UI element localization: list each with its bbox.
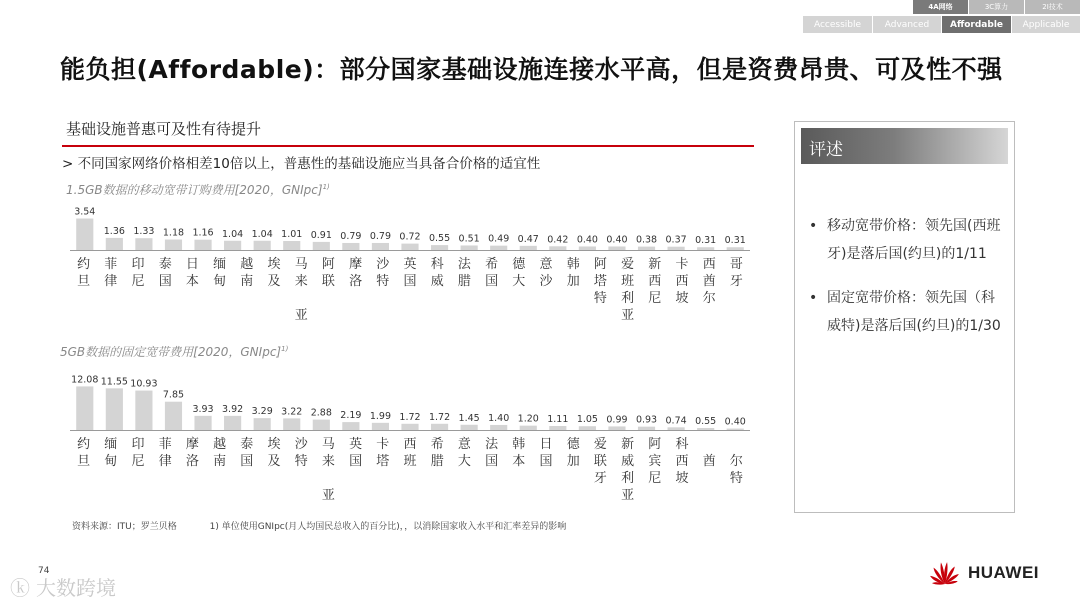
axis-category-label: 越南 bbox=[240, 257, 254, 289]
brand-name: HUAWEI bbox=[968, 563, 1039, 582]
axis-category-label: 爱联牙 bbox=[593, 437, 607, 486]
bar bbox=[608, 426, 625, 430]
nav-item-2i[interactable]: 2I技术 bbox=[1024, 0, 1080, 14]
bar-value-label: 0.40 bbox=[606, 234, 628, 246]
axis-category-label: 印尼 bbox=[131, 437, 145, 469]
brand-logo bbox=[928, 560, 1039, 586]
axis-category-label: 韩加 bbox=[566, 257, 580, 289]
axis-category-label: 意大 bbox=[457, 437, 471, 469]
bar bbox=[106, 388, 123, 430]
bar-value-label: 1.45 bbox=[458, 412, 480, 424]
bar bbox=[342, 243, 359, 250]
bar-value-label: 0.38 bbox=[635, 234, 658, 246]
axis-category-label: 摩洛 bbox=[349, 257, 363, 289]
source-text: 资料来源：ITU；罗兰贝格 bbox=[72, 522, 177, 532]
axis-category-label: 科西坡 bbox=[675, 437, 689, 486]
bar bbox=[461, 245, 478, 250]
axis-category-label: 菲律 bbox=[158, 437, 172, 469]
bar bbox=[165, 402, 182, 430]
axis-category-label: 希腊 bbox=[430, 437, 444, 469]
bar bbox=[520, 246, 537, 250]
bar bbox=[194, 416, 211, 430]
bar bbox=[106, 238, 123, 250]
axis-category-label: 新威利亚 bbox=[621, 437, 635, 503]
bar-value-label: 3.93 bbox=[192, 403, 214, 415]
axis-category-label: 印尼 bbox=[131, 257, 145, 289]
bar-value-label: 2.88 bbox=[310, 407, 332, 419]
bar-value-label: 0.79 bbox=[340, 230, 362, 242]
mobile-chart-title bbox=[66, 181, 330, 198]
axis-category-label: 埃及 bbox=[267, 437, 281, 469]
comment-text: 移动宽带价格：领先国(西班牙)是落后国(约旦)的1/11 bbox=[827, 218, 1001, 262]
bar-value-label: 0.31 bbox=[724, 235, 746, 247]
bar bbox=[549, 426, 566, 430]
section-subpoint: > 不同国家网络价格相差10倍以上，普惠性的基础设施应当具备合价格的适宜性 bbox=[62, 156, 541, 172]
bar-value-label: 3.92 bbox=[222, 403, 244, 415]
nav-item-4a[interactable]: 4A网络 bbox=[912, 0, 968, 14]
bar bbox=[638, 427, 655, 430]
bar bbox=[342, 422, 359, 430]
bar bbox=[431, 424, 448, 430]
watermark-logo-icon: ⓚ bbox=[10, 576, 30, 600]
bar-value-label: 0.47 bbox=[517, 233, 539, 245]
bar bbox=[224, 241, 241, 250]
bar bbox=[520, 426, 537, 430]
comment-item bbox=[809, 284, 1002, 340]
bar bbox=[313, 242, 330, 250]
axis-category-label: 马来亚 bbox=[321, 437, 335, 503]
comment-panel bbox=[794, 121, 1015, 513]
bar-value-label: 0.55 bbox=[695, 416, 717, 428]
axis-category-label: 希国 bbox=[485, 257, 499, 289]
axis-category-label: 菲律 bbox=[104, 257, 118, 289]
bar bbox=[579, 246, 596, 250]
bar-value-label: 0.49 bbox=[488, 233, 510, 245]
bar bbox=[668, 247, 685, 250]
axis-category-label: 新西尼 bbox=[648, 257, 662, 306]
bar-value-label: 3.54 bbox=[74, 206, 96, 218]
bar-value-label: 1.11 bbox=[547, 413, 569, 425]
axis-category-label: 沙特 bbox=[294, 437, 308, 469]
mobile-chart-footnote-marker: 1) bbox=[322, 183, 330, 191]
bar-value-label: 1.01 bbox=[281, 229, 303, 241]
bar-value-label: 0.79 bbox=[369, 230, 392, 242]
bar-value-label: 11.55 bbox=[100, 376, 128, 388]
bar-value-label: 0.40 bbox=[724, 416, 746, 428]
bar-value-label: 0.37 bbox=[665, 234, 687, 246]
bar-value-label: 1.72 bbox=[399, 411, 421, 423]
bar-value-label: 1.40 bbox=[488, 412, 510, 424]
bar bbox=[727, 247, 744, 250]
axis-category-label: 爱班利亚 bbox=[621, 257, 635, 323]
axis-category-label: 意沙 bbox=[539, 257, 553, 289]
bar bbox=[697, 428, 714, 430]
watermark-text: 大数跨境 bbox=[36, 576, 116, 600]
axis-category-label: 马来亚 bbox=[294, 257, 308, 323]
mobile-broadband-chart bbox=[70, 198, 760, 333]
page-number: 74 bbox=[38, 566, 50, 576]
watermark bbox=[10, 572, 116, 601]
bar-value-label: 0.99 bbox=[606, 414, 628, 426]
axis-category-label: 摩洛 bbox=[185, 437, 199, 469]
axis-category-label: 泰国 bbox=[240, 437, 254, 469]
nav-item-3c[interactable]: 3C算力 bbox=[968, 0, 1024, 14]
axis-category-label: 法腊 bbox=[457, 257, 471, 289]
axis-category-label: 德大 bbox=[512, 257, 526, 289]
bar bbox=[254, 418, 271, 430]
bar bbox=[194, 240, 211, 250]
bullet-icon: • bbox=[809, 218, 818, 234]
axis-category-label: 西班 bbox=[403, 437, 417, 469]
slide-title: 能负担(Affordable)：部分国家基础设施连接水平高，但是资费昂贵、可及性不强 bbox=[60, 55, 1003, 84]
bar bbox=[697, 247, 714, 250]
bar-value-label: 1.20 bbox=[517, 413, 539, 425]
bar-value-label: 12.08 bbox=[71, 374, 99, 386]
bar bbox=[135, 391, 152, 430]
axis-category-label: 西酋尔 bbox=[702, 257, 716, 306]
bar-value-label: 3.29 bbox=[251, 406, 273, 418]
axis-category-label: 卡塔 bbox=[376, 437, 390, 469]
bar bbox=[638, 247, 655, 250]
tab-advanced[interactable]: Advanced bbox=[872, 16, 941, 33]
bar-value-label: 1.04 bbox=[251, 228, 273, 240]
axis-category-label: 约旦 bbox=[77, 257, 91, 289]
fixed-chart-title bbox=[60, 343, 288, 360]
bar bbox=[668, 427, 685, 430]
axis-category-label: 卡西坡 bbox=[675, 257, 689, 306]
comment-list bbox=[795, 212, 1014, 340]
bar-value-label: 0.51 bbox=[458, 233, 480, 245]
axis-category-label: 科威 bbox=[430, 257, 444, 289]
axis-category-label: 尔特 bbox=[729, 454, 743, 486]
axis-category-label: 阿宾尼 bbox=[648, 437, 662, 486]
section-tabs bbox=[802, 16, 1080, 33]
fixed-chart-footnote-marker: 1) bbox=[281, 345, 289, 353]
top-nav bbox=[912, 0, 1080, 14]
unit-note: 1) 单位使用GNIpc(月人均国民总收入的百分比)，，以消除国家收入水平和汇率差异的影响 bbox=[209, 522, 567, 532]
bar bbox=[313, 420, 330, 430]
bar-value-label: 10.93 bbox=[130, 378, 158, 390]
bar-value-label: 1.33 bbox=[133, 226, 155, 238]
bullet-icon: • bbox=[809, 290, 818, 306]
tab-accessible[interactable]: Accessible bbox=[802, 16, 872, 33]
axis-category-label: 阿塔特 bbox=[593, 257, 607, 306]
bar-value-label: 1.99 bbox=[369, 410, 392, 422]
axis-category-label: 英国 bbox=[403, 257, 417, 289]
axis-category-label: 泰国 bbox=[158, 257, 172, 289]
bar-value-label: 0.40 bbox=[576, 234, 598, 246]
bar-value-label: 0.55 bbox=[428, 233, 451, 245]
source-footnote bbox=[72, 519, 566, 532]
axis-category-label: 日本 bbox=[185, 257, 199, 289]
bar bbox=[401, 424, 418, 430]
comment-header: 评述 bbox=[801, 128, 1008, 164]
bar-value-label: 7.85 bbox=[162, 389, 185, 401]
bar bbox=[135, 238, 152, 250]
bar-value-label: 1.16 bbox=[192, 227, 214, 239]
bar-value-label: 1.05 bbox=[576, 414, 598, 426]
bar bbox=[727, 429, 744, 430]
bar-value-label: 1.18 bbox=[162, 227, 185, 239]
bar bbox=[76, 386, 93, 430]
axis-category-label: 德加 bbox=[566, 437, 580, 469]
bar-value-label: 0.74 bbox=[665, 415, 687, 427]
heading-divider bbox=[62, 145, 754, 147]
bar bbox=[431, 245, 448, 250]
bar-value-label: 2.19 bbox=[340, 410, 362, 422]
bar-value-label: 1.72 bbox=[428, 411, 451, 423]
fixed-chart-title-text: 5GB数据的固定宽带费用[2020，GNIpc] bbox=[60, 345, 282, 359]
bar bbox=[283, 418, 300, 430]
bar bbox=[224, 416, 241, 430]
bar bbox=[608, 246, 625, 250]
bar-value-label: 1.04 bbox=[222, 228, 244, 240]
tab-affordable[interactable]: Affordable bbox=[941, 16, 1011, 33]
axis-category-label: 哥牙 bbox=[729, 257, 743, 289]
axis-category-label: 越南 bbox=[213, 437, 227, 469]
bar-value-label: 0.42 bbox=[547, 234, 569, 246]
bar bbox=[490, 425, 507, 430]
axis-category-label: 英国 bbox=[349, 437, 363, 469]
bar bbox=[76, 219, 93, 250]
fixed-broadband-chart bbox=[70, 362, 760, 510]
bar bbox=[372, 243, 389, 250]
huawei-petal-icon bbox=[928, 560, 962, 586]
bar bbox=[461, 425, 478, 430]
bar-value-label: 0.72 bbox=[399, 231, 421, 243]
axis-category-label: 日国 bbox=[539, 437, 553, 469]
bar bbox=[283, 241, 300, 250]
bar-value-label: 0.31 bbox=[695, 235, 717, 247]
axis-category-label: 沙特 bbox=[376, 257, 390, 289]
bar-value-label: 0.91 bbox=[310, 229, 332, 241]
axis-category-label: 法国 bbox=[485, 437, 499, 469]
axis-category-label: 缅甸 bbox=[213, 257, 227, 289]
axis-category-label: 缅甸 bbox=[104, 437, 118, 469]
axis-category-label: 酋 bbox=[702, 454, 716, 469]
bar-value-label: 0.93 bbox=[635, 414, 658, 426]
bar bbox=[401, 244, 418, 250]
axis-category-label: 约旦 bbox=[77, 437, 91, 469]
axis-category-label: 韩本 bbox=[512, 437, 526, 469]
bar-value-label: 3.22 bbox=[281, 406, 303, 418]
tab-applicable[interactable]: Applicable bbox=[1011, 16, 1080, 33]
bar bbox=[165, 240, 182, 250]
axis-category-label: 阿联 bbox=[321, 257, 335, 289]
bar bbox=[372, 423, 389, 430]
comment-item bbox=[809, 212, 1002, 268]
section-heading: 基础设施普惠可及性有待提升 bbox=[66, 120, 262, 138]
bar bbox=[549, 246, 566, 250]
bar bbox=[579, 426, 596, 430]
axis-category-label: 埃及 bbox=[267, 257, 281, 289]
bar bbox=[490, 246, 507, 250]
bar bbox=[254, 241, 271, 250]
comment-text: 固定宽带价格：领先国（科威特)是落后国(约旦)的1/30 bbox=[827, 290, 1001, 334]
bar-value-label: 1.36 bbox=[103, 225, 125, 237]
mobile-chart-title-text: 1.5GB数据的移动宽带订购费用[2020，GNIpc] bbox=[66, 183, 323, 197]
